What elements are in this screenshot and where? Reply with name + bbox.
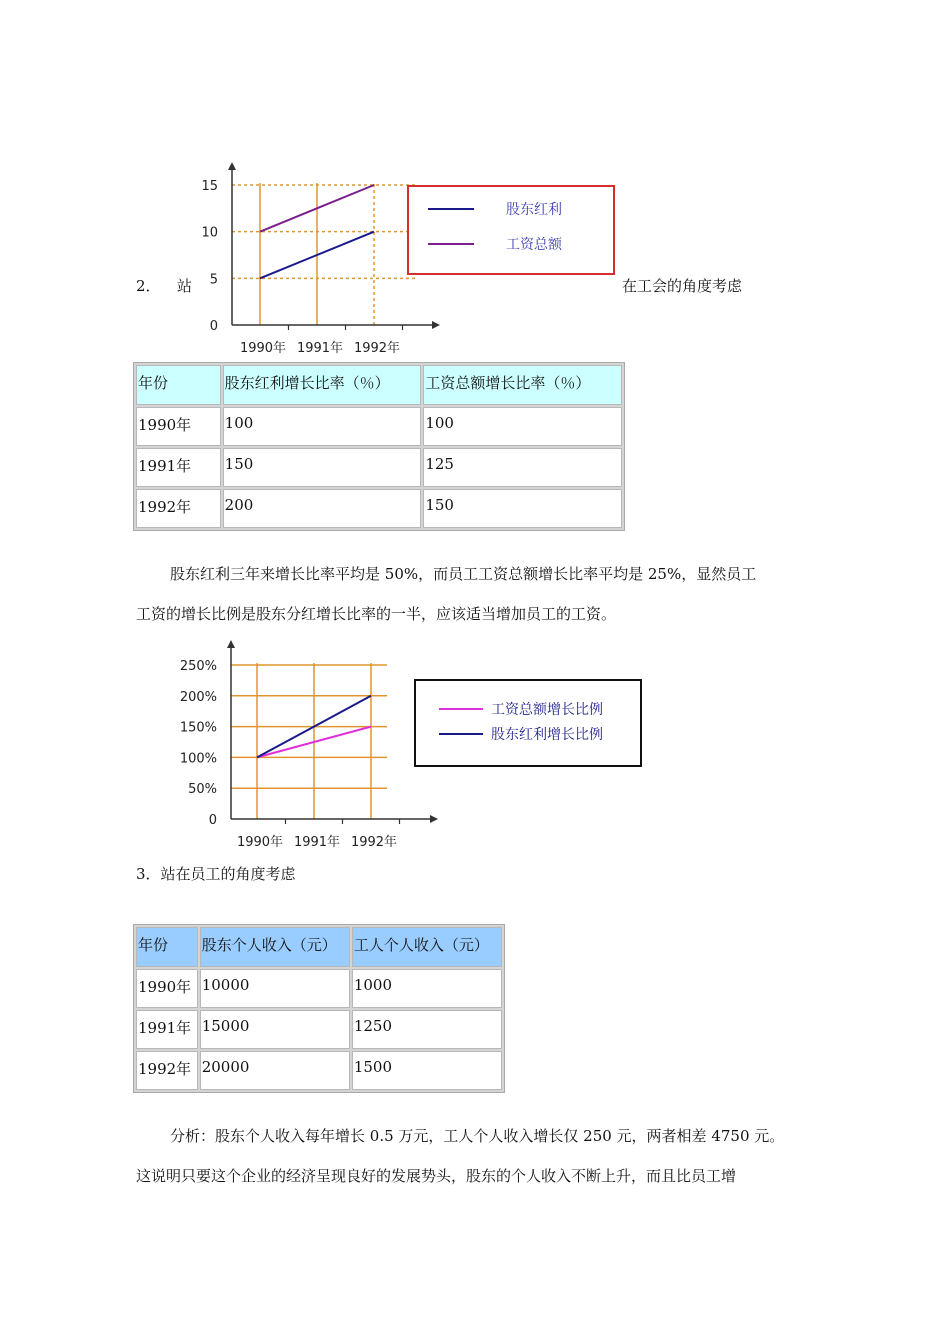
- table2-cell: 1500: [352, 1051, 502, 1090]
- table1-header-year: 年份: [136, 365, 221, 405]
- table2-cell: 1250: [352, 1010, 502, 1049]
- paragraph1-line2: 工资的增长比例是股东分红增长比率的一半，应该适当增加员工的工资。: [136, 605, 617, 623]
- table-row: [136, 969, 502, 1008]
- table2-header-year: 年份: [136, 927, 198, 967]
- x-tick-label: 1991年: [296, 341, 344, 356]
- x-axis-arrow: [430, 815, 438, 823]
- table1-header-dividend: 股东红利增长比率（％）: [223, 365, 422, 405]
- paragraph2-line2: 这说明只要这个企业的经济呈现良好的发展势头，股东的个人收入不断上升，而且比员工增: [136, 1167, 737, 1185]
- section2-number: 2．: [136, 277, 161, 295]
- x-tick-label: 1990年: [236, 835, 284, 850]
- table-row: [136, 407, 622, 446]
- y-tick-label: 50%: [188, 782, 217, 798]
- y-axis-arrow: [227, 640, 235, 648]
- x-tick-label: 1991年: [293, 835, 341, 850]
- table2-cell: 1990年: [136, 969, 198, 1008]
- y-tick-label: 0: [209, 319, 218, 334]
- x-tick-label: 1990年: [239, 341, 287, 356]
- y-tick-label: 10: [201, 225, 218, 241]
- y-axis-arrow: [228, 162, 236, 170]
- table2-header-worker: 工人个人收入（元）: [352, 927, 502, 967]
- table2-header-shareholder: 股东个人收入（元）: [200, 927, 350, 967]
- y-tick-label: 0: [208, 813, 217, 828]
- table1-cell: 100: [223, 407, 422, 446]
- table2-cell: 1000: [352, 969, 502, 1008]
- table2-cell: 20000: [200, 1051, 350, 1090]
- table1-cell: 150: [223, 448, 422, 487]
- table2-cell: 1992年: [136, 1051, 198, 1090]
- legend-box: [408, 186, 614, 274]
- table1-header-wage: 工资总额增长比率（％）: [423, 365, 622, 405]
- legend-box: [415, 680, 641, 766]
- section3-heading: 3．站在员工的角度考虑: [136, 865, 296, 883]
- table-personal-income: [133, 924, 505, 1093]
- x-tick-label: 1992年: [353, 341, 401, 356]
- table2-cell: 15000: [200, 1010, 350, 1049]
- table2-cell: 1991年: [136, 1010, 198, 1049]
- legend-label: 股东红利: [506, 202, 562, 218]
- table-row: [136, 1051, 502, 1090]
- table-row: [136, 448, 622, 487]
- y-tick-label: 15: [201, 179, 218, 194]
- table1-cell: 200: [223, 489, 422, 528]
- table1-cell: 125: [423, 448, 622, 487]
- table1-cell: 1992年: [136, 489, 221, 528]
- section2-tail: 在工会的角度考虑: [622, 277, 743, 295]
- section2-lead: 站: [177, 277, 193, 295]
- y-tick-label: 100%: [179, 751, 217, 767]
- table1-cell: 150: [423, 489, 622, 528]
- table-row: [136, 1010, 502, 1049]
- legend-label: 工资总额增长比例: [491, 702, 603, 718]
- table1-cell: 100: [423, 407, 622, 446]
- table-growth-rate: [133, 362, 625, 531]
- chart-dividend-wage: [190, 160, 630, 360]
- table1-cell: 1991年: [136, 448, 221, 487]
- y-tick-label: 250%: [179, 659, 217, 674]
- x-axis-arrow: [432, 321, 440, 329]
- table2-cell: 10000: [200, 969, 350, 1008]
- legend-label: 股东红利增长比例: [491, 727, 603, 743]
- y-tick-label: 5: [209, 272, 218, 288]
- paragraph1-line1: 股东红利三年来增长比率平均是 50%，而员工工资总额增长比率平均是 25%，显然员工: [170, 565, 757, 583]
- table1-cell: 1990年: [136, 407, 221, 446]
- x-tick-label: 1992年: [350, 835, 398, 850]
- y-tick-label: 200%: [179, 689, 217, 705]
- legend-label: 工资总额: [506, 237, 562, 253]
- paragraph2-line1: 分析：股东个人收入每年增长 0.5 万元，工人个人收入增长仅 250 元，两者相差 4750 元。: [170, 1127, 785, 1145]
- chart-growth-ratio: [165, 640, 655, 855]
- y-tick-label: 150%: [179, 720, 217, 736]
- table-row: [136, 489, 622, 528]
